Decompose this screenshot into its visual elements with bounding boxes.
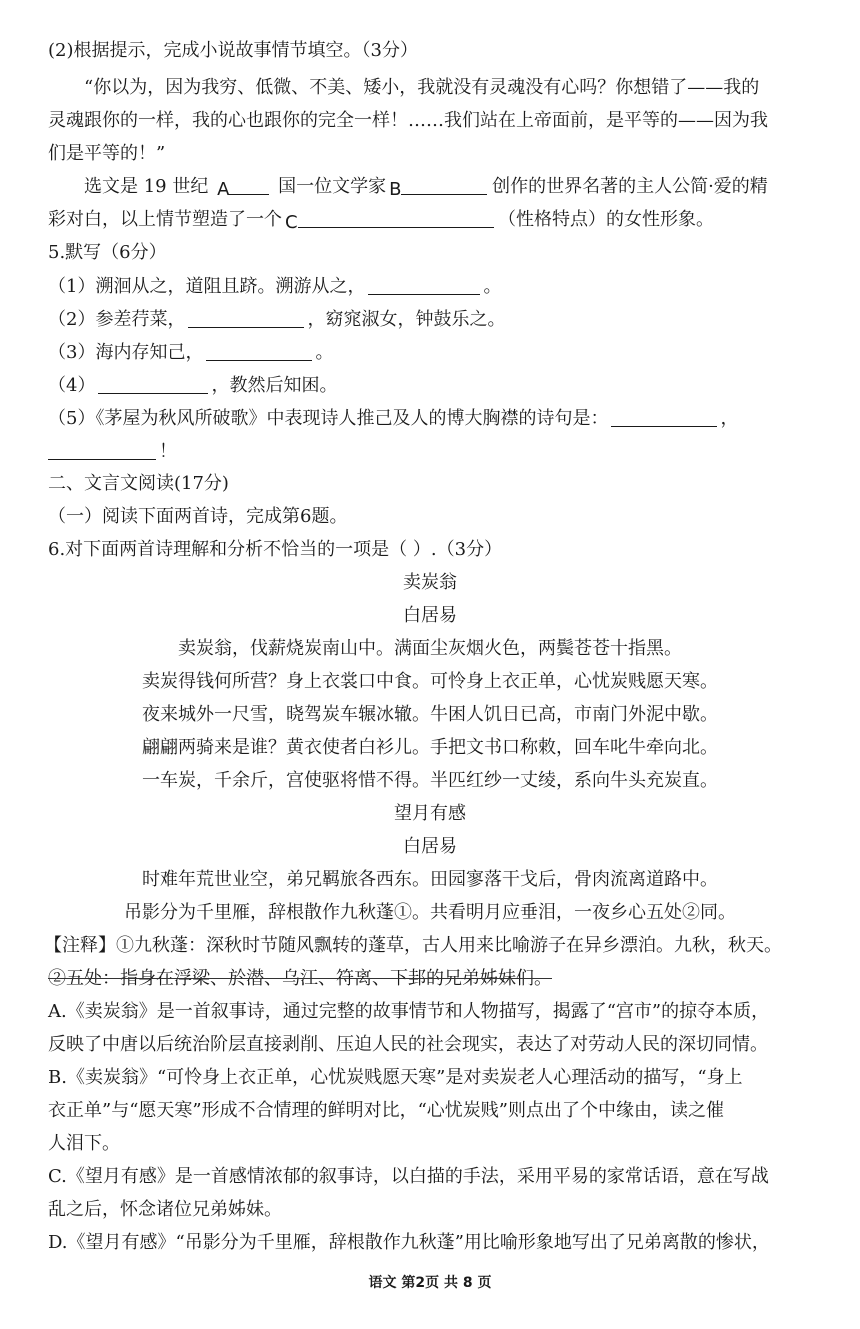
- fill-text-c: 创作的世界名著的主人公简·爱的精: [492, 176, 768, 197]
- option-b-line-3: 人泪下。: [48, 1133, 120, 1154]
- blank-a-label: A: [217, 179, 230, 200]
- q5-item-2-end: ，窈窕淑女，钟鼓乐之。: [307, 309, 506, 330]
- page-footer: 语文 第2页 共 8 页: [368, 1275, 492, 1291]
- blank-c-label: C: [285, 212, 298, 233]
- note-line-2-text: ②五处：指身在浮梁、於潜、乌江、符离、下邽的兄弟姊妹们。: [48, 968, 552, 989]
- q5-blank-1[interactable]: [368, 277, 480, 295]
- option-a-line-2: 反映了中唐以后统治阶层直接剥削、压迫人民的社会现实，表达了对劳动人民的深切同情。: [48, 1034, 768, 1055]
- poem-2-line-1: 时难年荒世业空，弟兄羁旅各西东。田园寥落干戈后，骨肉流离道路中。: [142, 869, 718, 890]
- q5-item-3-end: 。: [315, 342, 334, 363]
- question-4-2-title: (2)根据提示，完成小说故事情节填空。（3分）: [48, 40, 418, 61]
- fill-line-2: [48, 209, 812, 233]
- question-5-title: 5.默写（6分）: [48, 242, 167, 263]
- quote-line-2: 灵魂跟你的一样，我的心也跟你的完全一样！……我们站在上帝面前，是平等的——因为我: [48, 110, 768, 131]
- poem-2-line-2: 吊影分为千里雁，辞根散作九秋蓬①。共看明月应垂泪，一夜乡心五处②同。: [124, 902, 736, 923]
- q5-blank-4[interactable]: [98, 376, 208, 394]
- quote-line-3: 们是平等的！”: [48, 143, 166, 164]
- section-2-sub-1: （一）阅读下面两首诗，完成第6题。: [48, 506, 348, 527]
- q5-item-4-end: ，教然后知困。: [211, 375, 338, 396]
- poem-2-author: 白居易: [403, 836, 457, 857]
- note-line-1: 【注释】①九秋蓬：深秋时节随风飘转的蓬草，古人用来比喻游子在异乡漂泊。九秋，秋天。: [44, 935, 782, 956]
- fill-text-e: （性格特点）的女性形象。: [498, 209, 714, 230]
- poem-1-line-2: 卖炭得钱何所营？身上衣裳口中食。可怜身上衣正单，心忧炭贱愿天寒。: [142, 671, 718, 692]
- blank-b[interactable]: [389, 179, 489, 200]
- q5-item-5-comma: ，: [720, 408, 739, 429]
- q5-item-1-text: （1）溯洄从之，道阻且跻。溯游从之，: [48, 276, 366, 297]
- q5-item-5-end: ！: [159, 441, 177, 462]
- option-c-line-1: C.《望月有感》是一首感情浓郁的叙事诗，以白描的手法，采用平易的家常话语，意在写战: [48, 1166, 769, 1187]
- q5-blank-3[interactable]: [206, 343, 312, 361]
- q5-item-4: [48, 376, 812, 395]
- option-c-line-2: 乱之后，怀念诸位兄弟姊妹。: [48, 1199, 282, 1220]
- poem-1-line-1: 卖炭翁，伐薪烧炭南山中。满面尘灰烟火色，两鬓苍苍十指黑。: [178, 638, 682, 659]
- poem-1-line-3: 夜来城外一尺雪，晓驾炭车辗冰辙。牛困人饥日已高，市南门外泥中歇。: [142, 704, 718, 725]
- fill-line-1: [84, 176, 812, 200]
- option-b-line-2: 衣正单”与“愿天寒”形成不合情理的鲜明对比，“心忧炭贱”则点出了个中缘由，读之催: [48, 1100, 725, 1121]
- q5-item-5-cont: [48, 442, 812, 461]
- poem-1-author: 白居易: [403, 605, 457, 626]
- note-line-2: [48, 970, 812, 988]
- option-d-line-1: D.《望月有感》“吊影分为千里雁，辞根散作九秋蓬”用比喻形象地写出了兄弟离散的惨状，: [48, 1232, 770, 1253]
- poem-1-line-4: 翩翩两骑来是谁？黄衣使者白衫儿。手把文书口称敕，回车叱牛牵向北。: [142, 737, 718, 758]
- q5-item-3: [48, 343, 812, 362]
- q5-item-2-text: （2）参差荇菜，: [48, 309, 186, 330]
- option-b-line-1: B.《卖炭翁》“可怜身上衣正单，心忧炭贱愿天寒”是对卖炭老人心理活动的描写，“身上: [48, 1067, 743, 1088]
- q5-blank-2[interactable]: [188, 310, 304, 328]
- fill-text-b: 国一位文学家: [278, 176, 387, 197]
- question-6-stem: 6.对下面两首诗理解和分析不恰当的一项是（ ）.（3分）: [48, 539, 503, 560]
- option-a-line-1: A.《卖炭翁》是一首叙事诗，通过完整的故事情节和人物描写，揭露了“宫市”的掠夺本质，: [48, 1001, 770, 1022]
- q5-item-4-text: （4）: [48, 375, 96, 396]
- poem-1-line-5: 一车炭，千余斤，宫使驱将惜不得。半匹红纱一丈绫，系向牛头充炭直。: [142, 770, 718, 791]
- blank-b-label: B: [389, 179, 402, 200]
- q5-item-1: [48, 277, 812, 296]
- q5-item-3-text: （3）海内存知己，: [48, 342, 204, 363]
- q5-item-5-text: （5）《茅屋为秋风所破歌》中表现诗人推己及人的博大胸襟的诗句是：: [48, 408, 609, 429]
- fill-text-d: 彩对白，以上情节塑造了一个: [48, 209, 282, 230]
- fill-text-a: 选文是 19 世纪: [84, 176, 215, 197]
- q5-item-1-end: 。: [483, 276, 502, 297]
- blank-a[interactable]: [217, 179, 275, 200]
- poem-1-title: 卖炭翁: [403, 572, 457, 593]
- q5-blank-5a[interactable]: [611, 409, 717, 427]
- q5-item-2: [48, 310, 812, 329]
- section-2-title: 二、文言文阅读(17分): [48, 473, 229, 494]
- quote-line-1: “你以为，因为我穷、低微、不美、矮小，我就没有灵魂没有心吗？你想错了——我的: [84, 77, 760, 98]
- q5-item-5: [48, 409, 812, 428]
- poem-2-title: 望月有感: [394, 803, 466, 824]
- q5-blank-5b[interactable]: [48, 442, 156, 460]
- blank-c[interactable]: [285, 212, 495, 233]
